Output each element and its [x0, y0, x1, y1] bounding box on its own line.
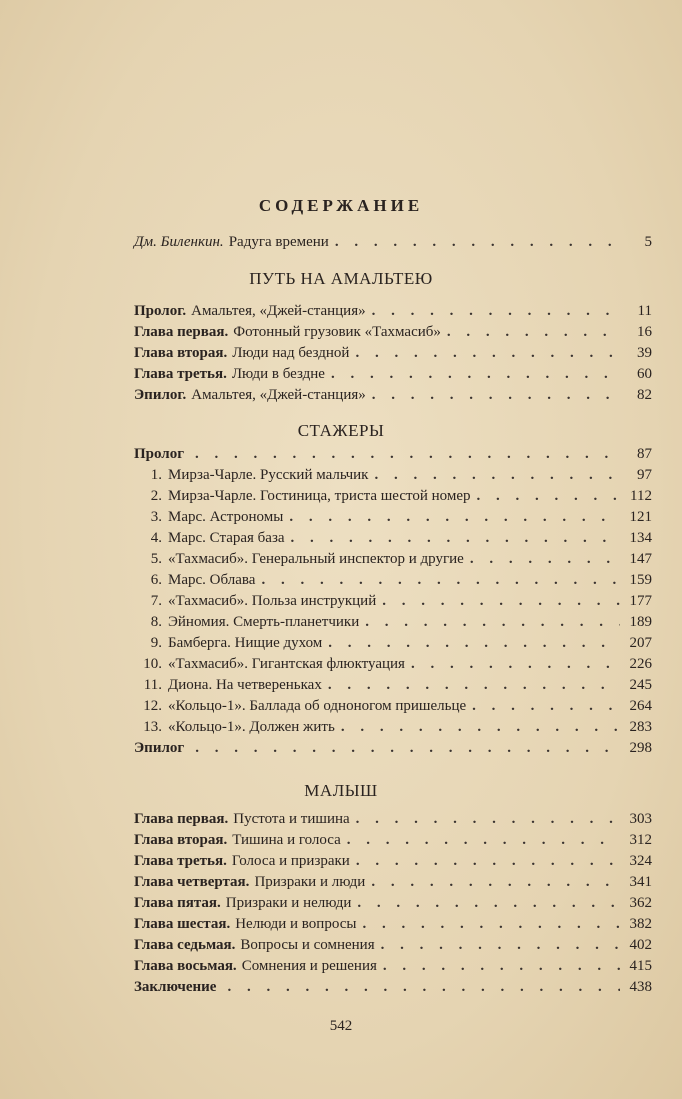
toc-entry: Эпилог. Амальтея, «Джей-станция» . . . 82: [134, 387, 652, 408]
toc-entry: Эпилог . . . 298: [134, 740, 652, 761]
intro-title: Радуга времени: [228, 234, 329, 250]
toc-entry: Пролог. Амальтея, «Джей-станция» . . . 11: [134, 303, 652, 324]
toc-entry: 8. Эйномия. Смерть-планетчики . . . 189: [134, 614, 652, 635]
intro-author: Дм. Биленкин.: [134, 234, 224, 250]
toc-entry: 6. Марс. Облава . . . 159: [134, 572, 652, 593]
toc-entry: Глава четвертая. Призраки и люди . . . 341: [134, 874, 652, 895]
toc-entry: 5. «Тахмасиб». Генеральный инспектор и другие . . . 147: [134, 551, 652, 572]
section-title-amalthea: ПУТЬ НА АМАЛЬТЕЮ: [249, 269, 433, 288]
toc-entry: 7. «Тахмасиб». Польза инструкций . . . 177: [134, 593, 652, 614]
toc-entry: Пролог . . . 87: [134, 446, 652, 467]
toc-entry: 2. Мирза-Чарле. Гостиница, триста шестой номер . . . 112: [134, 488, 652, 509]
toc-entry: 9. Бамберга. Нищие духом . . . 207: [134, 635, 652, 656]
toc-entry: Глава пятая. Призраки и нелюди . . . 362: [134, 895, 652, 916]
toc-entry: 1. Мирза-Чарле. Русский мальчик . . . 97: [134, 467, 652, 488]
toc-entry: 13. «Кольцо-1». Должен жить . . . 283: [134, 719, 652, 740]
toc-entry: Заключение . . . 438: [134, 979, 652, 1000]
page-number: 542: [329, 1018, 353, 1034]
toc-entry: Глава третья. Голоса и призраки . . . 324: [134, 853, 652, 874]
toc-entry: Глава восьмая. Сомнения и решения . . . 415: [134, 958, 652, 979]
section-title-stazhery: СТАЖЕРЫ: [297, 421, 385, 440]
toc-entry: 11. Диона. На четвереньках . . . 245: [134, 677, 652, 698]
toc-entry: Глава третья. Люди в бездне . . . 60: [134, 366, 652, 387]
leader-dots: [335, 234, 620, 251]
toc-entry: Глава седьмая. Вопросы и сомнения . . . 402: [134, 937, 652, 958]
section-title-malysh: МАЛЫШ: [304, 781, 378, 800]
toc-entry: 4. Марс. Старая база . . . 134: [134, 530, 652, 551]
toc-entry: Глава шестая. Нелюди и вопросы . . . 382: [134, 916, 652, 937]
toc-entry: Глава вторая. Люди над бездной . . . 39: [134, 345, 652, 366]
intro-page: 5: [644, 234, 652, 250]
toc-entry: Глава первая. Пустота и тишина . . . 303: [134, 811, 652, 832]
toc-entry: Глава первая. Фотонный грузовик «Тахмасиб» . . . 16: [134, 324, 652, 345]
toc-entry-intro: [134, 234, 652, 255]
toc-entry: Глава вторая. Тишина и голоса . . . 312: [134, 832, 652, 853]
toc-entry: 12. «Кольцо-1». Баллада об одноногом пришельце . . . 264: [134, 698, 652, 719]
contents-title: СОДЕРЖАНИЕ: [258, 196, 424, 215]
toc-entry: 10. «Тахмасиб». Гигантская флюктуация . . . 226: [134, 656, 652, 677]
toc-entry: 3. Марс. Астрономы . . . 121: [134, 509, 652, 530]
